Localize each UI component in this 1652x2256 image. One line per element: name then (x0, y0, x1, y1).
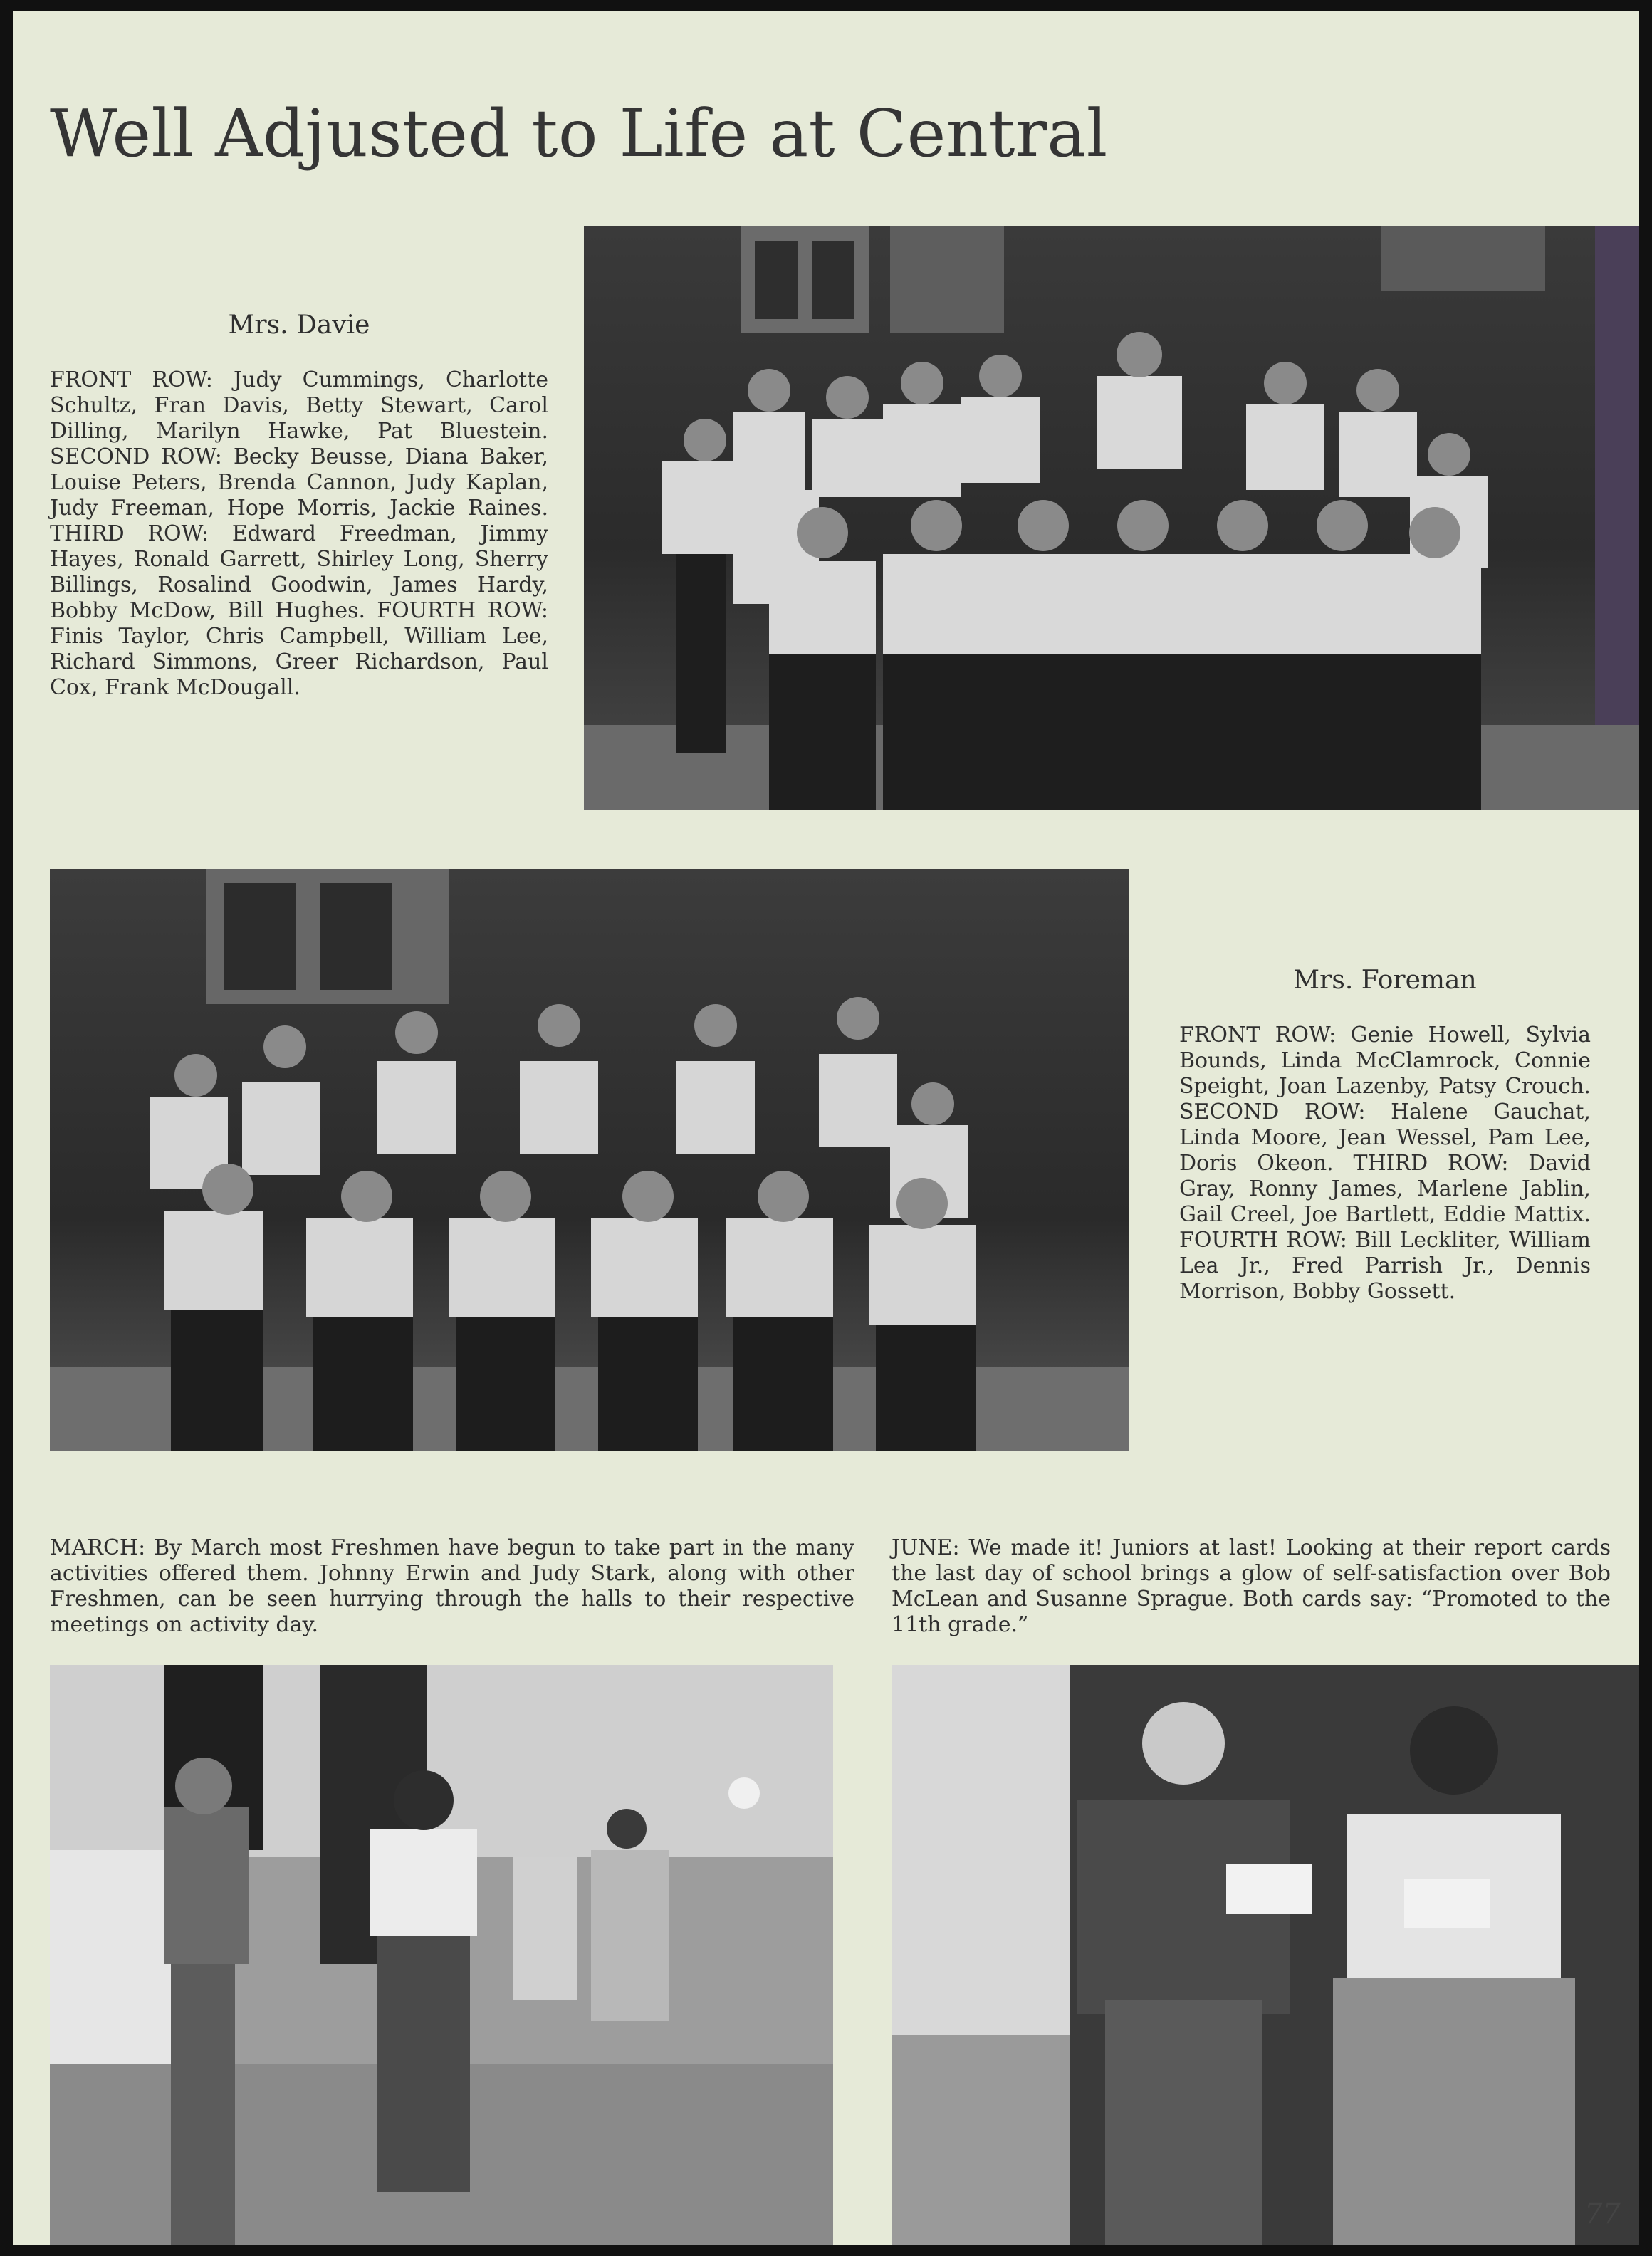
march-caption: MARCH: By March most Freshmen have begun to take part in the many activities offered them. Johnny Erwin and Judy Stark, along with other Freshmen, can be seen hurrying through the halls to their respective meetings on activity day. (50, 1535, 854, 1637)
page-number: 77 (1584, 2198, 1621, 2230)
foreman-roster: FRONT ROW: Genie Howell, Sylvia Bounds, Linda McClamrock, Connie Speight, Joan Lazenby, Patsy Crouch. SECOND ROW: Halene Gauchat, Linda Moore, Jean Wessel, Pam Lee, Doris Okeon. THIRD ROW: David Gray, Ronny James, Marlene Jablin, Gail Creel, Joe Bartlett, Eddie Mattix. FOURTH ROW: Bill Leckliter, William Lea Jr., Fred Parrish Jr., Dennis Morrison, Bobby Gossett. (1179, 1023, 1591, 1304)
march-hallway-photo (50, 1665, 833, 2245)
davie-roster: FRONT ROW: Judy Cummings, Charlotte Schultz, Fran Davis, Betty Stewart, Carol Dilling, Marilyn Hawke, Pat Bluestein. SECOND ROW: Becky Beusse, Diana Baker, Louise Peters, Brenda Cannon, Judy Kaplan, Judy Freeman, Hope Morris, Jackie Raines. THIRD ROW: Edward Freedman, Jimmy Hayes, Ronald Garrett, Shirley Long, Sherry Billings, Rosalind Goodwin, James Hardy, Bobby McDow, Bill Hughes. FOURTH ROW: Finis Taylor, Chris Campbell, William Lee, Richard Simmons, Greer Richardson, Paul Cox, Frank McDougall. (50, 367, 548, 700)
page-title: Well Adjusted to Life at Central (50, 95, 1108, 172)
davie-teacher-name: Mrs. Davie (228, 310, 370, 340)
davie-class-photo (584, 226, 1639, 810)
foreman-class-photo (50, 869, 1129, 1451)
june-report-card-photo (892, 1665, 1639, 2245)
june-caption: JUNE: We made it! Juniors at last! Looking at their report cards the last day of school brings a glow of self-satisfaction over Bob McLean and Susanne Sprague. Both cards say: “Promoted to the 11th grade.” (892, 1535, 1611, 1637)
yearbook-page (13, 11, 1639, 2245)
foreman-teacher-name: Mrs. Foreman (1293, 966, 1477, 995)
